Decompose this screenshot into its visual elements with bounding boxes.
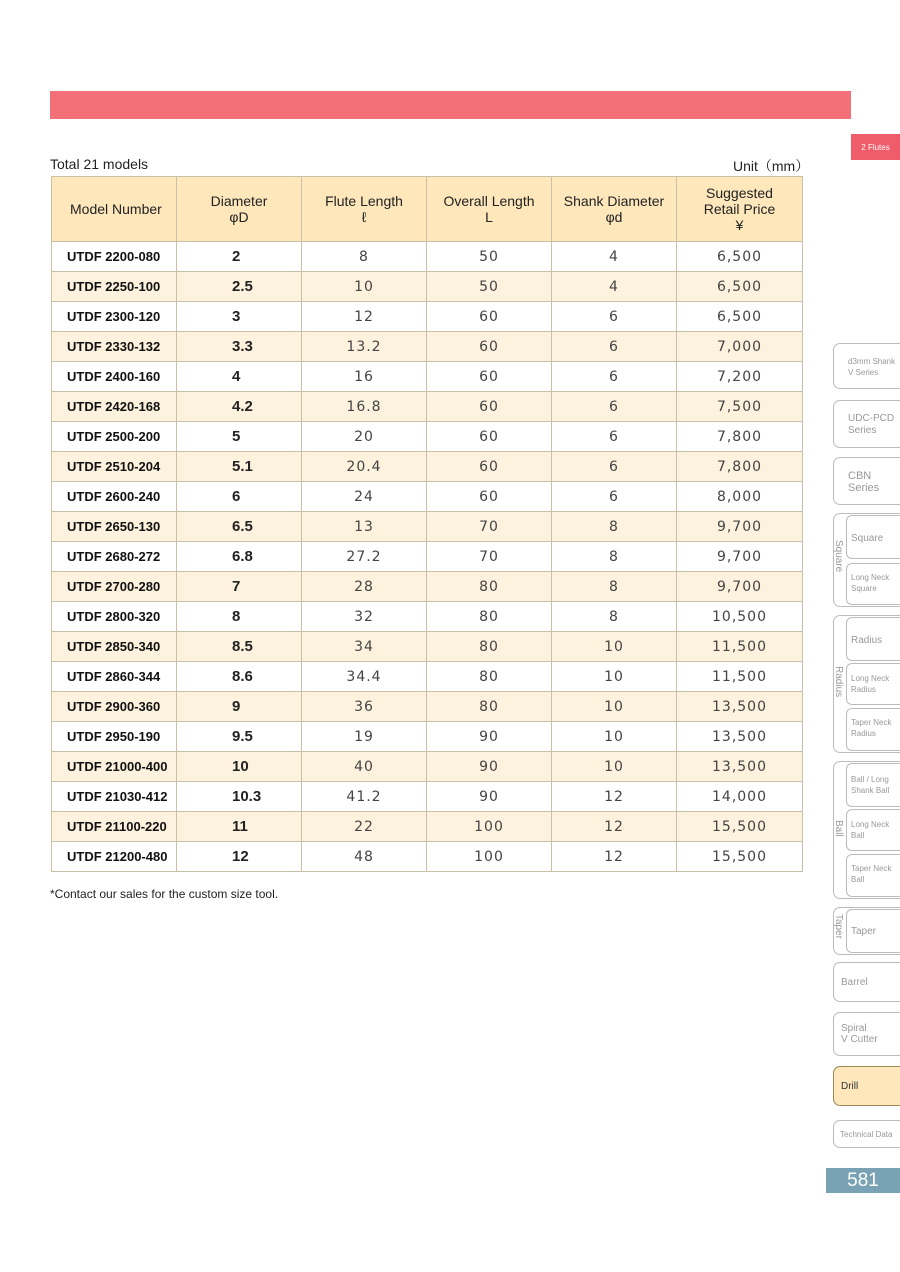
tab-label: Long Neck xyxy=(851,820,890,829)
sidebar-tab-square[interactable] xyxy=(846,515,900,559)
flute-length-cell: 27.2 xyxy=(302,542,427,572)
flute-length-cell: 20.4 xyxy=(302,452,427,482)
flute-length-cell: 32 xyxy=(302,602,427,632)
diameter-cell: 8.5 xyxy=(177,632,302,662)
flute-length-cell: 34 xyxy=(302,632,427,662)
flute-length-cell: 12 xyxy=(302,302,427,332)
tab-label: CBN xyxy=(848,470,872,482)
custom-size-note: *Contact our sales for the custom size tool. xyxy=(50,887,279,901)
table-row xyxy=(52,512,803,542)
diameter-cell: 6.5 xyxy=(177,512,302,542)
diameter-cell: 10.3 xyxy=(177,782,302,812)
flute-length-cell: 20 xyxy=(302,422,427,452)
section-tab-2-flutes[interactable]: 2 Flutes xyxy=(851,134,900,160)
model-number-cell: UTDF 21000-400 xyxy=(52,752,177,782)
tab-label: Radius xyxy=(851,685,876,694)
diameter-cell: 8.6 xyxy=(177,662,302,692)
diameter-cell: 4 xyxy=(177,362,302,392)
table-row xyxy=(52,812,803,842)
table-row xyxy=(52,542,803,572)
diameter-cell: 5.1 xyxy=(177,452,302,482)
shank-diameter-cell: 4 xyxy=(552,242,677,272)
shank-diameter-cell: 10 xyxy=(552,722,677,752)
price-cell: 7,800 xyxy=(677,422,803,452)
sidebar-tab-long-neck-square[interactable] xyxy=(846,563,900,605)
overall-length-cell: 50 xyxy=(427,272,552,302)
header-shank-diameter: Shank Diameter φd xyxy=(552,177,677,242)
tab-label: V Series xyxy=(848,368,879,377)
table-row xyxy=(52,782,803,812)
sidebar-tab-udc-pcd[interactable] xyxy=(833,400,900,448)
flute-length-cell: 24 xyxy=(302,482,427,512)
diameter-cell: 2.5 xyxy=(177,272,302,302)
page-number: 581 xyxy=(826,1168,900,1193)
table-row xyxy=(52,332,803,362)
overall-length-cell: 70 xyxy=(427,542,552,572)
sidebar-tab-technical-data[interactable] xyxy=(833,1120,900,1148)
model-number-cell: UTDF 2500-200 xyxy=(52,422,177,452)
diameter-cell: 12 xyxy=(177,842,302,872)
shank-diameter-cell: 6 xyxy=(552,392,677,422)
model-number-cell: UTDF 2300-120 xyxy=(52,302,177,332)
tab-label: Taper Neck xyxy=(851,864,892,873)
diameter-cell: 11 xyxy=(177,812,302,842)
shank-diameter-cell: 6 xyxy=(552,452,677,482)
price-cell: 7,000 xyxy=(677,332,803,362)
diameter-cell: 6.8 xyxy=(177,542,302,572)
shank-diameter-cell: 6 xyxy=(552,422,677,452)
shank-diameter-cell: 12 xyxy=(552,782,677,812)
price-cell: 10,500 xyxy=(677,602,803,632)
sidebar-tab-drill[interactable] xyxy=(833,1066,900,1106)
tab-label: Technical Data xyxy=(840,1130,893,1139)
table-row xyxy=(52,632,803,662)
tab-label: Square xyxy=(851,533,884,544)
diameter-cell: 7 xyxy=(177,572,302,602)
shank-diameter-cell: 8 xyxy=(552,542,677,572)
price-cell: 11,500 xyxy=(677,662,803,692)
price-cell: 11,500 xyxy=(677,632,803,662)
header-model-number: Model Number xyxy=(52,177,177,242)
tab-label: Series xyxy=(848,482,880,494)
tab-label: Radius xyxy=(851,635,883,646)
header-diameter: Diameter φD xyxy=(177,177,302,242)
model-number-cell: UTDF 21030-412 xyxy=(52,782,177,812)
table-row xyxy=(52,752,803,782)
sidebar-tab-d3mm-shank[interactable] xyxy=(833,343,900,389)
table-row xyxy=(52,362,803,392)
diameter-cell: 6 xyxy=(177,482,302,512)
header-flute-length: Flute Length ℓ xyxy=(302,177,427,242)
table-row xyxy=(52,602,803,632)
shank-diameter-cell: 10 xyxy=(552,632,677,662)
price-cell: 14,000 xyxy=(677,782,803,812)
overall-length-cell: 60 xyxy=(427,422,552,452)
price-cell: 13,500 xyxy=(677,722,803,752)
sidebar-tab-taper[interactable] xyxy=(846,909,900,953)
overall-length-cell: 60 xyxy=(427,332,552,362)
table-row xyxy=(52,722,803,752)
sidebar-tab-taper-neck-ball[interactable] xyxy=(846,854,900,897)
overall-length-cell: 80 xyxy=(427,692,552,722)
overall-length-cell: 100 xyxy=(427,812,552,842)
overall-length-cell: 80 xyxy=(427,662,552,692)
tab-label: Series xyxy=(848,425,877,436)
price-cell: 8,000 xyxy=(677,482,803,512)
diameter-cell: 5 xyxy=(177,422,302,452)
overall-length-cell: 70 xyxy=(427,512,552,542)
tab-label: Spiral xyxy=(841,1023,867,1034)
price-cell: 7,200 xyxy=(677,362,803,392)
diameter-cell: 3 xyxy=(177,302,302,332)
flute-length-cell: 8 xyxy=(302,242,427,272)
price-cell: 15,500 xyxy=(677,842,803,872)
model-number-cell: UTDF 2900-360 xyxy=(52,692,177,722)
price-cell: 6,500 xyxy=(677,302,803,332)
table-row xyxy=(52,392,803,422)
table-row xyxy=(52,452,803,482)
overall-length-cell: 90 xyxy=(427,782,552,812)
table-row xyxy=(52,302,803,332)
flute-length-cell: 34.4 xyxy=(302,662,427,692)
table-row xyxy=(52,572,803,602)
model-number-cell: UTDF 2400-160 xyxy=(52,362,177,392)
model-number-cell: UTDF 2420-168 xyxy=(52,392,177,422)
price-cell: 6,500 xyxy=(677,242,803,272)
model-number-cell: UTDF 2800-320 xyxy=(52,602,177,632)
shank-diameter-cell: 10 xyxy=(552,752,677,782)
tab-label: V Cutter xyxy=(841,1034,878,1045)
price-cell: 7,800 xyxy=(677,452,803,482)
flute-length-cell: 28 xyxy=(302,572,427,602)
overall-length-cell: 50 xyxy=(427,242,552,272)
flute-length-cell: 19 xyxy=(302,722,427,752)
shank-diameter-cell: 8 xyxy=(552,602,677,632)
shank-diameter-cell: 12 xyxy=(552,842,677,872)
model-number-cell: UTDF 2600-240 xyxy=(52,482,177,512)
table-header-row xyxy=(52,177,803,242)
table-row xyxy=(52,422,803,452)
sidebar-tab-cbn[interactable] xyxy=(833,457,900,505)
model-number-cell: UTDF 21200-480 xyxy=(52,842,177,872)
shank-diameter-cell: 8 xyxy=(552,572,677,602)
overall-length-cell: 80 xyxy=(427,632,552,662)
shank-diameter-cell: 12 xyxy=(552,812,677,842)
tab-label: Taper Neck xyxy=(851,718,892,727)
header-color-bar xyxy=(50,91,851,119)
tab-label: Taper xyxy=(851,926,877,937)
price-cell: 6,500 xyxy=(677,272,803,302)
flute-length-cell: 16.8 xyxy=(302,392,427,422)
sidebar-tab-ball-long-shank[interactable] xyxy=(846,763,900,807)
header-retail-price: Suggested Retail Price ¥ xyxy=(677,177,803,242)
tab-label: Square xyxy=(851,584,877,593)
flute-length-cell: 48 xyxy=(302,842,427,872)
spec-table xyxy=(51,176,803,872)
price-cell: 7,500 xyxy=(677,392,803,422)
shank-diameter-cell: 4 xyxy=(552,272,677,302)
overall-length-cell: 90 xyxy=(427,752,552,782)
diameter-cell: 9 xyxy=(177,692,302,722)
sidebar-group-label-taper: Taper xyxy=(833,914,844,940)
price-cell: 9,700 xyxy=(677,572,803,602)
tab-label: Barrel xyxy=(841,977,868,988)
table-row xyxy=(52,242,803,272)
model-number-cell: UTDF 2850-340 xyxy=(52,632,177,662)
header-overall-length: Overall Length L xyxy=(427,177,552,242)
price-cell: 9,700 xyxy=(677,542,803,572)
diameter-cell: 2 xyxy=(177,242,302,272)
tab-label: Shank Ball xyxy=(851,786,890,795)
flute-length-cell: 10 xyxy=(302,272,427,302)
tab-label: Radius xyxy=(851,729,876,738)
sidebar-tab-long-neck-ball[interactable] xyxy=(846,809,900,851)
flute-length-cell: 13 xyxy=(302,512,427,542)
tab-label: UDC-PCD xyxy=(848,413,895,424)
model-number-cell: UTDF 2860-344 xyxy=(52,662,177,692)
sidebar-group-label-ball: Ball xyxy=(833,820,844,837)
sidebar-tab-long-neck-radius[interactable] xyxy=(846,663,900,705)
overall-length-cell: 80 xyxy=(427,602,552,632)
diameter-cell: 8 xyxy=(177,602,302,632)
table-row xyxy=(52,662,803,692)
price-cell: 13,500 xyxy=(677,692,803,722)
flute-length-cell: 13.2 xyxy=(302,332,427,362)
tab-label: Drill xyxy=(841,1081,859,1092)
total-models-label: Total 21 models xyxy=(50,156,149,172)
model-number-cell: UTDF 2510-204 xyxy=(52,452,177,482)
tab-label: Ball xyxy=(851,831,865,840)
overall-length-cell: 60 xyxy=(427,362,552,392)
tab-label: d3mm Shank xyxy=(848,357,896,366)
sidebar-group-label-square: Square xyxy=(833,540,844,573)
overall-length-cell: 100 xyxy=(427,842,552,872)
sidebar-group-label-radius: Radius xyxy=(833,666,844,698)
model-number-cell: UTDF 2700-280 xyxy=(52,572,177,602)
overall-length-cell: 80 xyxy=(427,572,552,602)
table-row xyxy=(52,692,803,722)
tab-label: Ball / Long xyxy=(851,775,889,784)
shank-diameter-cell: 6 xyxy=(552,302,677,332)
model-number-cell: UTDF 2250-100 xyxy=(52,272,177,302)
price-cell: 9,700 xyxy=(677,512,803,542)
tab-label: Long Neck xyxy=(851,573,890,582)
diameter-cell: 3.3 xyxy=(177,332,302,362)
flute-length-cell: 40 xyxy=(302,752,427,782)
table-row xyxy=(52,482,803,512)
flute-length-cell: 16 xyxy=(302,362,427,392)
shank-diameter-cell: 10 xyxy=(552,662,677,692)
overall-length-cell: 60 xyxy=(427,392,552,422)
overall-length-cell: 60 xyxy=(427,482,552,512)
shank-diameter-cell: 8 xyxy=(552,512,677,542)
flute-length-cell: 41.2 xyxy=(302,782,427,812)
tab-label: Ball xyxy=(851,875,865,884)
unit-label: Unit（mm） xyxy=(733,158,810,174)
model-number-cell: UTDF 21100-220 xyxy=(52,812,177,842)
overall-length-cell: 90 xyxy=(427,722,552,752)
price-cell: 13,500 xyxy=(677,752,803,782)
model-number-cell: UTDF 2680-272 xyxy=(52,542,177,572)
shank-diameter-cell: 6 xyxy=(552,362,677,392)
model-number-cell: UTDF 2330-132 xyxy=(52,332,177,362)
flute-length-cell: 36 xyxy=(302,692,427,722)
diameter-cell: 4.2 xyxy=(177,392,302,422)
overall-length-cell: 60 xyxy=(427,452,552,482)
model-number-cell: UTDF 2950-190 xyxy=(52,722,177,752)
sidebar-tab-taper-neck-radius[interactable] xyxy=(846,708,900,751)
model-number-cell: UTDF 2650-130 xyxy=(52,512,177,542)
sidebar-tab-barrel[interactable] xyxy=(833,962,900,1002)
diameter-cell: 10 xyxy=(177,752,302,782)
shank-diameter-cell: 6 xyxy=(552,332,677,362)
diameter-cell: 9.5 xyxy=(177,722,302,752)
table-row xyxy=(52,842,803,872)
sidebar-tab-spiral-v-cutter[interactable] xyxy=(833,1012,900,1056)
shank-diameter-cell: 10 xyxy=(552,692,677,722)
sidebar-tab-radius[interactable] xyxy=(846,617,900,661)
shank-diameter-cell: 6 xyxy=(552,482,677,512)
tab-label: Long Neck xyxy=(851,674,890,683)
flute-length-cell: 22 xyxy=(302,812,427,842)
model-number-cell: UTDF 2200-080 xyxy=(52,242,177,272)
overall-length-cell: 60 xyxy=(427,302,552,332)
table-row xyxy=(52,272,803,302)
price-cell: 15,500 xyxy=(677,812,803,842)
